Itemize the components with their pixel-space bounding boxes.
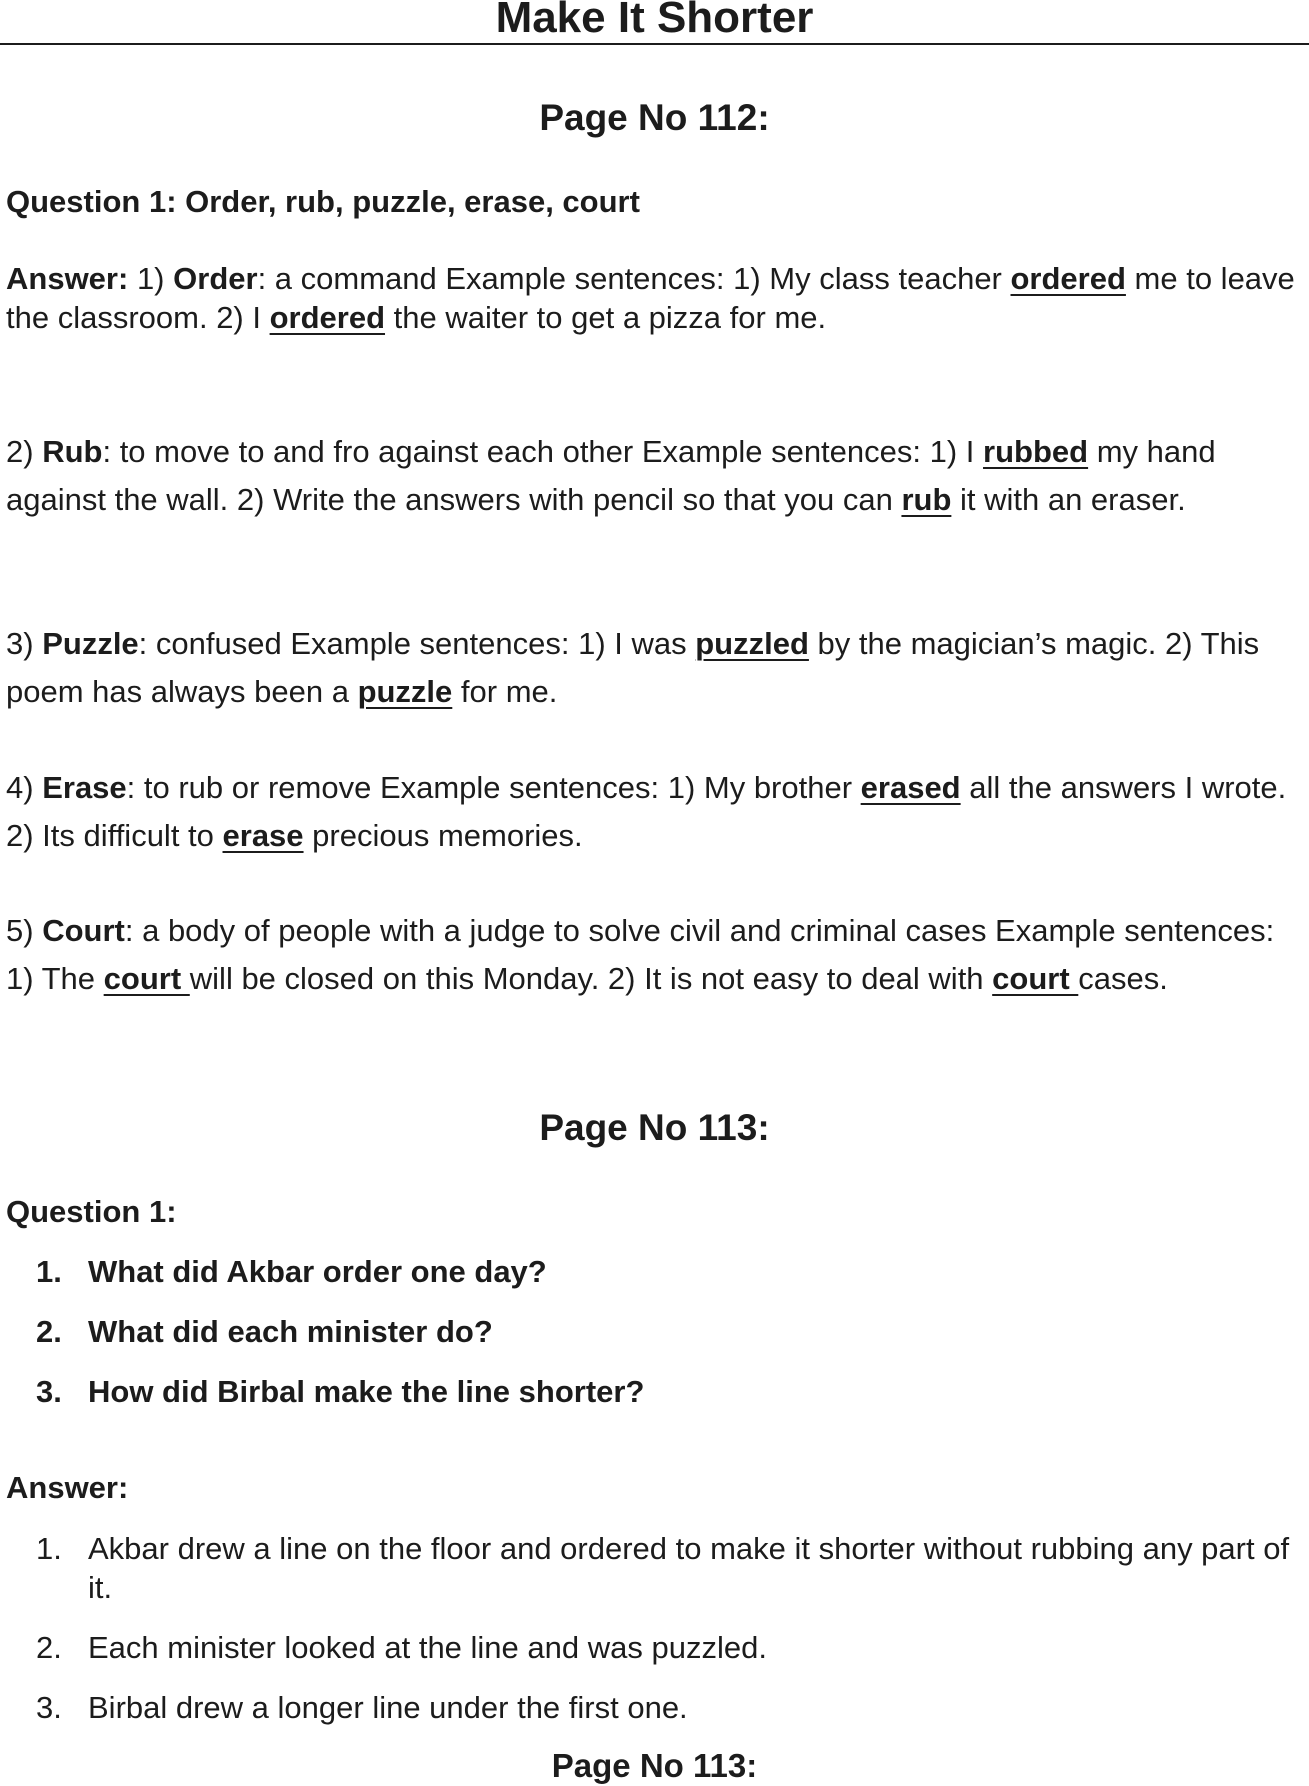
term: Order: [173, 261, 258, 296]
term: Rub: [42, 434, 103, 469]
example-word: court: [103, 961, 190, 996]
example-word: ordered: [269, 300, 386, 335]
document-page: Make It Shorter Page No 112: Question 1: Order, rub, puzzle, erase, court Answer: 1) Order: a command Example sentences: 1) My class teacher ordered me to leave the classroom. 2) I ordered the waiter to get a pizza for me. 2) Rub: to move to and fro against each other Example sentences: 1) I rubbed my hand against the wall. 2) Write the answers with pencil so that you can rub it with an eraser. 3) Puzzle: confused Example sentences: 1) I was puzzled by the magician’s magic. 2) This poem has always been a puzzle for me. 4) Erase: to rub or remove Example sentences: 1) My brother erased all the answers I wrote. 2) Its difficult to erase precious memories. 5) Court: a body of people with a judge to solve civil and criminal cases Example sentences: 1) The court will be closed on this Monday. 2) It is not easy to deal with court cases. Page No 113: Question 1: 1. What did Akbar order one day? 2. What did each minister do? 3. How did Birbal make the line shorter? Answer: 1. Akbar drew a line on the floor and ordered to make it shorter without rubbing any part of it. 2. Each minister looked at the line and was puzzled. 3. Birbal drew a longer line under the first one. Page No 113:: [0, 0, 1309, 1786]
answer-item-4: 4) Erase: to rub or remove Example sentences: 1) My brother erased all the answers I wrote. 2) Its difficult to erase precious memories.: [6, 770, 1287, 853]
answer-label: Answer:: [6, 261, 129, 296]
example-word: puzzle: [357, 674, 453, 709]
section-heading-112: Page No 112:: [539, 97, 770, 138]
answer-item-1: Answer: 1) Order: a command Example sentences: 1) My class teacher ordered me to leave the classroom. 2) I ordered the waiter to get a pizza for me.: [6, 261, 1295, 335]
example-word: erase: [222, 818, 304, 853]
term: Puzzle: [42, 626, 139, 661]
example-word: ordered: [1010, 261, 1126, 296]
page-title: Make It Shorter: [495, 0, 814, 42]
answer-label: Answer:: [6, 1470, 129, 1505]
question-heading: Question 1: Order, rub, puzzle, erase, court: [6, 184, 640, 219]
example-word: puzzled: [695, 626, 809, 661]
answer-item-5: 5) Court: a body of people with a judge to solve civil and criminal cases Example sentences: 1) The court will be closed on this Monday. 2) It is not easy to deal with court cases.: [6, 913, 1275, 996]
term: Erase: [42, 770, 127, 805]
example-word: court: [992, 961, 1079, 996]
answer-item-2: 2) Rub: to move to and fro against each other Example sentences: 1) I rubbed my hand against the wall. 2) Write the answers with pencil so that you can rub it with an eraser.: [6, 434, 1216, 517]
example-word: rub: [901, 482, 952, 517]
term: Court: [42, 913, 125, 948]
footer-heading: Page No 113:: [551, 1747, 758, 1784]
example-word: rubbed: [983, 434, 1089, 469]
question-heading: Question 1:: [6, 1194, 177, 1229]
answer-item-3: 3) Puzzle: confused Example sentences: 1) I was puzzled by the magician’s magic. 2) This poem has always been a puzzle for me.: [6, 626, 1260, 709]
example-word: erased: [860, 770, 961, 805]
title-divider: [0, 43, 1309, 45]
section-heading-113: Page No 113:: [539, 1107, 770, 1148]
